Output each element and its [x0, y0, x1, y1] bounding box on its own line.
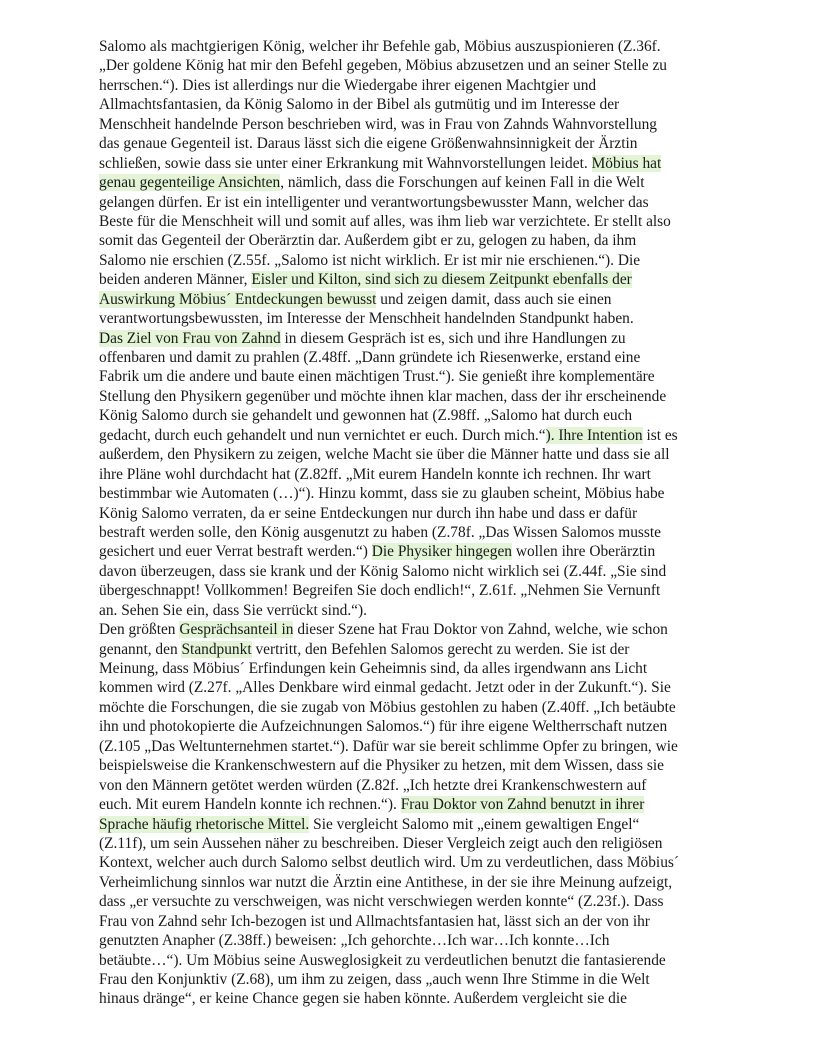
text-line: [99, 562, 729, 581]
text-line: [99, 678, 729, 697]
highlighted-text: ). Ihre Intention: [545, 426, 643, 444]
text-line: [99, 504, 729, 523]
text-segment: Kontext, welcher auch durch Salomo selbst deutlich wird. Um zu verdeutlichen, dass Möbius´: [99, 854, 680, 872]
text-segment: an. Sehen Sie ein, dass Sie verrückt sind.“).: [99, 601, 367, 619]
text-segment: hinaus dränge“, er keine Chance gegen sie haben könnte. Außerdem vergleicht sie die: [99, 990, 627, 1008]
text-segment: von den Männern getötet werden würden (Z.82f. „Ich hetzte drei Krankenschwestern auf: [99, 776, 647, 794]
text-segment: König Salomo verraten, da er seine Entdeckungen nur durch ihn habe und dass er dafür: [99, 504, 638, 522]
text-segment: Salomo als machtgierigen König, welcher ihr Befehle gab, Möbius auszuspionieren (Z.36f.: [99, 38, 661, 55]
text-line: [99, 776, 729, 795]
text-segment: in diesem Gespräch ist es, sich und ihre Handlungen zu: [280, 329, 626, 347]
text-line: [99, 931, 729, 950]
text-segment: Allmachtsfantasien, da König Salomo in der Bibel als gutmütig und im Interesse der: [99, 96, 620, 114]
text-line: [99, 348, 729, 367]
text-segment: Beste für die Menschheit will und somit auf alles, was ihm lieb war verzichtete. Er stellt also: [99, 212, 671, 230]
text-line: [99, 698, 729, 717]
text-segment: gedacht, durch euch gehandelt und nun vernichtet er euch. Durch mich.“: [99, 426, 546, 444]
text-segment: davon überzeugen, dass sie krank und der König Salomo nicht wirklich sei (Z.44f. „Sie sind: [99, 562, 667, 580]
highlighted-text: Auswirkung Möbius´ Entdeckungen bewusst: [99, 290, 377, 308]
text-segment: übergeschnappt! Vollkommen! Begreifen Sie doch endlich!“, Z.61f. „Nehmen Sie Vernunft: [99, 582, 661, 600]
text-segment: Menschheit handelnde Person beschrieben wird, was in Frau von Zahnds Wahnvorstellung: [99, 115, 657, 133]
text-line: [99, 484, 729, 503]
text-segment: genutzten Anapher (Z.38ff.) beweisen: „Ich gehorchte…Ich war…Ich konnte…Ich: [99, 932, 610, 950]
text-line: [99, 193, 729, 212]
text-line: [99, 154, 729, 173]
text-segment: vertritt, den Befehlen Salomos gerecht zu werden. Sie ist der: [251, 640, 630, 658]
highlighted-text: Die Physiker hingegen: [371, 543, 512, 561]
text-segment: bestraft werden solle, den König ausgenutzt zu haben (Z.78f. „Das Wissen Salomos musste: [99, 523, 662, 541]
text-line: [99, 989, 729, 1008]
highlighted-text: genau gegenteilige Ansichten: [99, 174, 281, 192]
text-line: [99, 290, 729, 309]
text-line: [99, 853, 729, 872]
text-segment: euch. Mit eurem Handeln konnte ich rechnen.“).: [99, 796, 401, 814]
text-segment: das genaue Gegenteil ist. Daraus lässt sich die eigene Größenwahnsinnigkeit der Ärztin: [99, 135, 638, 153]
text-line: [99, 620, 729, 639]
text-segment: somit das Gegenteil der Oberärztin dar. Außerdem gibt er zu, gelogen zu haben, da ihm: [99, 232, 637, 250]
text-line: [99, 542, 729, 561]
highlighted-text: Gesprächsanteil in: [179, 621, 294, 639]
text-line: [99, 581, 729, 600]
text-segment: Frau von Zahnd sehr Ich-bezogen ist und Allmachtsfantasien hat, lässt sich an der von ihr: [99, 912, 650, 930]
text-line: [99, 970, 729, 989]
text-line: [99, 834, 729, 853]
text-segment: „Der goldene König hat mir den Befehl gegeben, Möbius abzusetzen und an seiner Stelle zu: [99, 57, 667, 75]
text-segment: Den größten: [99, 621, 180, 639]
text-line: [99, 815, 729, 834]
text-segment: Frau den Konjunktiv (Z.68), um ihm zu zeigen, dass „auch wenn Ihre Stimme in die Welt: [99, 971, 650, 988]
text-line: [99, 134, 729, 153]
highlighted-text: Frau Doktor von Zahnd benutzt in ihrer: [400, 796, 645, 814]
text-segment: dass „er versuchte zu verschweigen, was nicht verschwiegen werden konnte“ (Z.23f.). Dass: [99, 893, 664, 911]
text-segment: Verheimlichung sinnlos war nutzt die Ärztin eine Antithese, in der sie ihre Meinung aufzeigt,: [99, 873, 673, 891]
text-line: [99, 912, 729, 931]
text-line: [99, 523, 729, 542]
text-segment: ihre Pläne wohl durchdacht hat (Z.82ff. „Mit eurem Handeln konnte ich rechnen. Ihr wart: [99, 465, 651, 483]
text-line: [99, 367, 729, 386]
text-segment: Fabrik um die andere und baute einen mächtigen Trust.“). Sie genießt ihre komplementäre: [99, 368, 655, 386]
text-segment: möchte die Forschungen, die sie zugab von Möbius gestohlen zu haben (Z.40ff. „Ich betäubte: [99, 698, 676, 716]
text-segment: außerdem, den Physikern zu zeigen, welche Macht sie über die Männer hatte und dass sie all: [99, 446, 670, 464]
text-segment: kommen wird (Z.27f. „Alles Denkbare wird einmal gedacht. Jetzt oder in der Zukunft.“). Sie: [99, 679, 671, 697]
text-segment: gesichert und euer Verrat bestraft werden.“): [99, 543, 372, 561]
text-line: [99, 387, 729, 406]
text-line: [99, 270, 729, 289]
text-line: [99, 406, 729, 425]
text-segment: schließen, sowie dass sie unter einer Erkrankung mit Wahnvorstellungen leidet.: [99, 154, 592, 172]
text-line: [99, 426, 729, 445]
text-segment: gelangen dürfen. Er ist ein intelligenter und verantwortungsbewusster Mann, welcher das: [99, 193, 649, 211]
highlighted-text: Möbius hat: [591, 154, 662, 172]
highlighted-text: Standpunkt: [181, 640, 252, 658]
text-segment: beiden anderen Männer,: [99, 271, 252, 289]
text-segment: verantwortungsbewussten, im Interesse der Menschheit handelnden Standpunkt haben.: [99, 310, 634, 328]
highlighted-text: Eisler und Kilton, sind sich zu diesem Zeitpunkt ebenfalls der: [251, 271, 632, 289]
text-line: [99, 212, 729, 231]
text-line: [99, 329, 729, 348]
highlighted-text: Sprache häufig rhetorische Mittel.: [99, 815, 310, 833]
text-segment: (Z.11f), um sein Aussehen näher zu beschreiben. Dieser Vergleich zeigt auch den religiösen: [99, 834, 663, 852]
text-line: [99, 795, 729, 814]
text-segment: wollen ihre Oberärztin: [511, 543, 656, 561]
text-segment: , nämlich, dass die Forschungen auf keinen Fall in die Welt: [280, 174, 645, 192]
document-body: [99, 37, 729, 1009]
text-segment: beispielsweise die Krankenschwestern auf die Physiker zu hetzen, mit dem Wissen, dass sie: [99, 757, 664, 775]
highlighted-text: Das Ziel von Frau von Zahnd: [99, 329, 281, 347]
text-line: [99, 717, 729, 736]
text-line: [99, 892, 729, 911]
text-line: [99, 640, 729, 659]
text-segment: Sie vergleicht Salomo mit „einem gewaltigen Engel“: [309, 815, 640, 833]
text-line: [99, 95, 729, 114]
text-segment: bestimmbar wie Automaten (…)“). Hinzu kommt, dass sie zu glauben scheint, Möbius habe: [99, 485, 665, 503]
text-line: [99, 756, 729, 775]
text-segment: König Salomo durch sie gehandelt und gewonnen hat (Z.98ff. „Salomo hat durch euch: [99, 407, 633, 425]
text-line: [99, 251, 729, 270]
text-segment: Meinung, dass Möbius´ Erfindungen kein Geheimnis sind, da alles irgendwann ans Licht: [99, 660, 648, 677]
text-line: [99, 115, 729, 134]
text-line: [99, 173, 729, 192]
text-line: [99, 445, 729, 464]
text-segment: dieser Szene hat Frau Doktor von Zahnd, welche, wie schon: [293, 621, 668, 639]
text-segment: betäubte…“). Um Möbius seine Ausweglosigkeit zu verdeutlichen benutzt die fantasierende: [99, 951, 666, 969]
text-line: [99, 56, 729, 75]
text-segment: ist es: [642, 426, 678, 444]
text-line: [99, 873, 729, 892]
text-line: [99, 231, 729, 250]
text-segment: und zeigen damit, dass auch sie einen: [376, 290, 612, 308]
text-segment: herrschen.“). Dies ist allerdings nur die Wiedergabe ihrer eigenen Machtgier und: [99, 76, 597, 94]
text-line: [99, 37, 729, 56]
text-segment: genannt, den: [99, 640, 182, 658]
text-segment: ihn und photokopierte die Aufzeichnungen Salomos.“) für ihre eigene Weltherrschaft nutzen: [99, 718, 668, 736]
text-line: [99, 309, 729, 328]
text-segment: (Z.105 „Das Weltunternehmen startet.“). Dafür war sie bereit schlimme Opfer zu bringen, wie: [99, 737, 678, 755]
text-line: [99, 601, 729, 620]
text-line: [99, 76, 729, 95]
text-line: [99, 659, 729, 678]
text-line: [99, 737, 729, 756]
text-segment: offenbaren und damit zu prahlen (Z.48ff. „Dann gründete ich Riesenwerke, erstand eine: [99, 349, 641, 366]
text-line: [99, 465, 729, 484]
text-segment: Stellung den Physikern gegenüber und möchte ihnen klar machen, dass der ihr erscheinende: [99, 387, 667, 405]
text-segment: Salomo nie erschien (Z.55f. „Salomo ist nicht wirklich. Er ist mir nie erschienen.“). Die: [99, 251, 641, 269]
text-line: [99, 951, 729, 970]
